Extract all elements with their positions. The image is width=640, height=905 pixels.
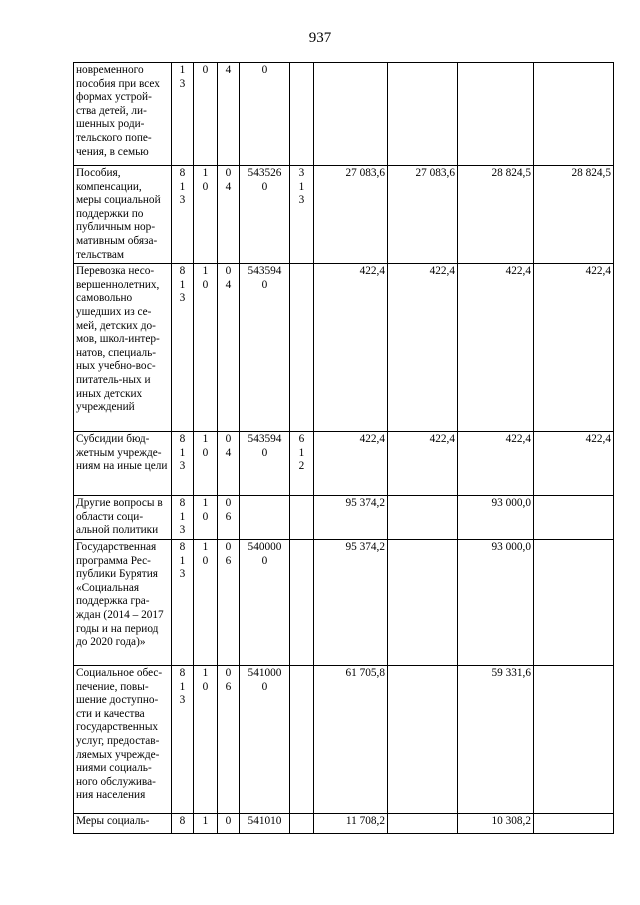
code-csr: 540000 0 <box>240 539 290 665</box>
code-rz: 1 0 <box>194 432 218 496</box>
row-name: Перевозка несо-вершеннолетних, самовольно ушедших из се-мей, детских до-мов, школ-интер-натов, специаль-ных учебно-вос-питатель-ных и иных детских учреждений <box>74 264 172 432</box>
table-row <box>74 166 614 264</box>
value-2: 422,4 <box>388 432 458 496</box>
code-csr: 543594 0 <box>240 264 290 432</box>
code-pr: 0 6 <box>218 539 240 665</box>
value-1 <box>314 63 388 166</box>
value-1: 95 374,2 <box>314 496 388 540</box>
code-vr <box>290 539 314 665</box>
row-name: Меры социаль- <box>74 813 172 833</box>
code-csr: 543594 0 <box>240 432 290 496</box>
row-name: Пособия, компенсации, меры социальной поддержки по публичным нор-мативным обяза-тельствам <box>74 166 172 264</box>
code-ved: 8 <box>172 813 194 833</box>
code-csr: 0 <box>240 63 290 166</box>
value-4: 28 824,5 <box>534 166 614 264</box>
code-pr: 0 4 <box>218 264 240 432</box>
code-vr: 6 1 2 <box>290 432 314 496</box>
code-vr <box>290 264 314 432</box>
value-4 <box>534 63 614 166</box>
value-2 <box>388 63 458 166</box>
row-name: Другие вопросы в области соци-альной политики <box>74 496 172 540</box>
value-3: 28 824,5 <box>458 166 534 264</box>
code-rz: 1 0 <box>194 665 218 813</box>
code-pr: 0 4 <box>218 166 240 264</box>
code-pr: 0 6 <box>218 665 240 813</box>
code-vr <box>290 63 314 166</box>
value-3: 422,4 <box>458 432 534 496</box>
value-2 <box>388 496 458 540</box>
row-name: новременного пособия при всех формах устрой-ства детей, ли-шенных роди-тельского попе-чения, в семью <box>74 63 172 166</box>
value-2 <box>388 539 458 665</box>
table-row <box>74 432 614 496</box>
code-rz: 1 <box>194 813 218 833</box>
value-4: 422,4 <box>534 432 614 496</box>
value-4: 422,4 <box>534 264 614 432</box>
table-row <box>74 665 614 813</box>
code-rz: 1 0 <box>194 539 218 665</box>
row-name: Субсидии бюд-жетным учрежде-ниям на иные цели <box>74 432 172 496</box>
table-row <box>74 264 614 432</box>
code-pr: 4 <box>218 63 240 166</box>
value-2: 422,4 <box>388 264 458 432</box>
code-csr: 543526 0 <box>240 166 290 264</box>
code-csr: 541000 0 <box>240 665 290 813</box>
table-row <box>74 63 614 166</box>
value-1: 422,4 <box>314 432 388 496</box>
value-1: 61 705,8 <box>314 665 388 813</box>
code-rz: 1 0 <box>194 166 218 264</box>
value-1: 11 708,2 <box>314 813 388 833</box>
code-ved: 8 1 3 <box>172 539 194 665</box>
page-number: 937 <box>308 30 332 46</box>
value-3 <box>458 63 534 166</box>
value-3: 93 000,0 <box>458 539 534 665</box>
value-4 <box>534 813 614 833</box>
code-ved: 1 3 <box>172 63 194 166</box>
table-row <box>74 813 614 833</box>
code-rz: 1 0 <box>194 496 218 540</box>
code-vr: 3 1 3 <box>290 166 314 264</box>
code-rz: 1 0 <box>194 264 218 432</box>
code-ved: 8 1 3 <box>172 665 194 813</box>
value-1: 95 374,2 <box>314 539 388 665</box>
code-rz: 0 <box>194 63 218 166</box>
code-pr: 0 4 <box>218 432 240 496</box>
table-row <box>74 539 614 665</box>
row-name: Государственная программа Рес-публики Бурятия «Социальная поддержка гра-ждан (2014 – 2017 годы и на период до 2020 года)» <box>74 539 172 665</box>
value-4 <box>534 665 614 813</box>
row-name: Социальное обес-печение, повы-шение доступно-сти и качества государственных услуг, предостав-ляемых учрежде-ниями социаль-ного обслужива-ния населения <box>74 665 172 813</box>
code-pr: 0 <box>218 813 240 833</box>
value-4 <box>534 496 614 540</box>
value-2 <box>388 813 458 833</box>
code-ved: 8 1 3 <box>172 264 194 432</box>
table-row <box>74 496 614 540</box>
value-3: 93 000,0 <box>458 496 534 540</box>
value-1: 27 083,6 <box>314 166 388 264</box>
value-4 <box>534 539 614 665</box>
code-ved: 8 1 3 <box>172 432 194 496</box>
code-vr <box>290 665 314 813</box>
code-ved: 8 1 3 <box>172 166 194 264</box>
value-3: 422,4 <box>458 264 534 432</box>
code-vr <box>290 813 314 833</box>
value-2 <box>388 665 458 813</box>
code-csr <box>240 496 290 540</box>
value-3: 10 308,2 <box>458 813 534 833</box>
budget-table <box>73 62 614 834</box>
value-2: 27 083,6 <box>388 166 458 264</box>
value-3: 59 331,6 <box>458 665 534 813</box>
code-pr: 0 6 <box>218 496 240 540</box>
value-1: 422,4 <box>314 264 388 432</box>
code-vr <box>290 496 314 540</box>
code-csr: 541010 <box>240 813 290 833</box>
code-ved: 8 1 3 <box>172 496 194 540</box>
